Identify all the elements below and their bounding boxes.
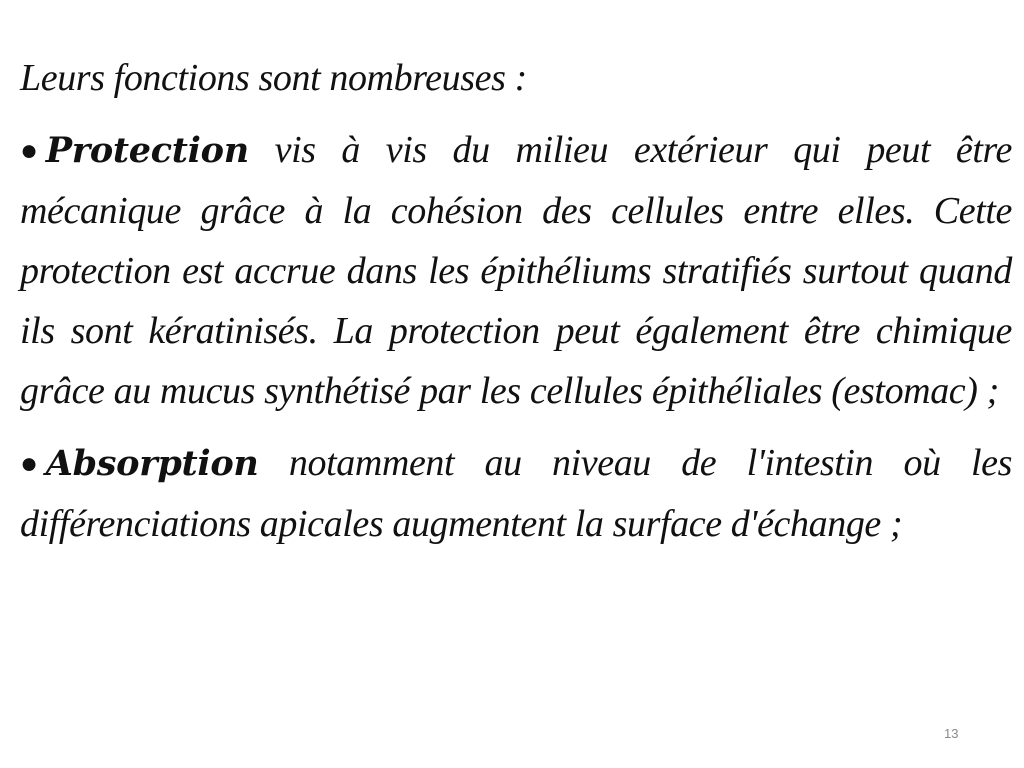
bullet-absorption bbox=[20, 433, 1012, 554]
term-protection: Protection bbox=[45, 130, 249, 171]
bullet-protection-text: vis à vis du milieu extérieur qui peut être mécanique grâce à la cohésion des cellules entre elles. Cette protection est accrue dans les épithéliums stratifiés surtout quand ils sont kératinisés. La protection peut également être chimique grâce au mucus synthétisé par les cellules épithéliales (estomac) ; bbox=[20, 129, 1012, 412]
bullet-protection bbox=[20, 120, 1012, 421]
bullet-icon: ● bbox=[20, 134, 38, 167]
slide-body bbox=[20, 48, 1012, 554]
page-number: 13 bbox=[944, 726, 959, 741]
bullet-icon: ● bbox=[20, 447, 38, 480]
term-absorption: Absorption bbox=[45, 443, 259, 484]
intro-line: Leurs fonctions sont nombreuses : bbox=[20, 57, 527, 99]
bullet-absorption-text: notamment au niveau de l'intestin où les différenciations apicales augmentent la surface d'échange ; bbox=[20, 442, 1012, 545]
